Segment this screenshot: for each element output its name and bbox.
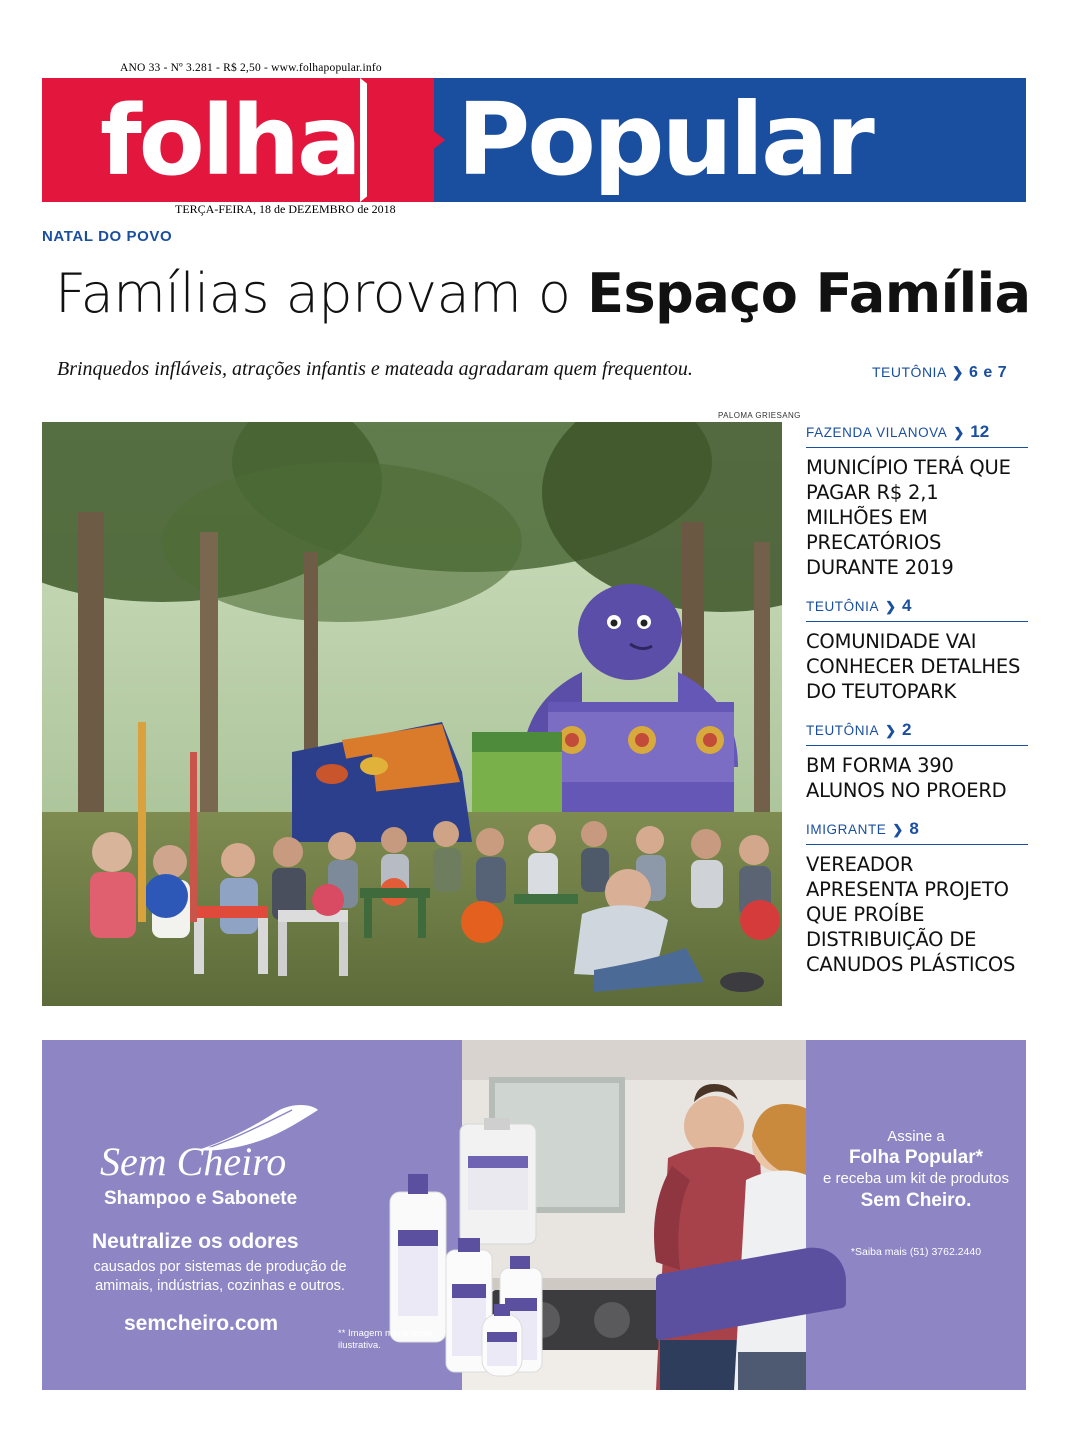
brief-page: 2: [901, 720, 912, 739]
headline-bold: Espaço Família: [587, 262, 1031, 325]
lead-reference-page: 6 e 7: [969, 364, 1008, 381]
ad-cta-note: *Saiba mais (51) 3762.2440: [850, 1246, 982, 1258]
ad-disclaimer: ** Imagem meramente ilustrativa.: [338, 1328, 434, 1351]
lead-photo: [42, 422, 782, 1006]
brief-header: [806, 422, 1028, 448]
brief-page: 4: [901, 596, 912, 615]
masthead-meta: ANO 33 - Nº 3.281 - R$ 2,50 - www.folhapopular.info: [120, 62, 382, 74]
ad-claim-detail: causados por sistemas de produção de amimais, indústrias, cozinhas e outros.: [93, 1259, 347, 1294]
ad-cta: [806, 1128, 1026, 1258]
ad-cta-line2: Folha Popular*: [848, 1147, 984, 1168]
masthead-title-folha: folha: [100, 85, 359, 197]
photo-credit: PALOMA GRIESANG: [718, 411, 801, 420]
lead-reference-section: TEUTÔNIA: [872, 364, 947, 380]
chevron-right-icon: ❯: [885, 723, 896, 738]
masthead-title-popular: Popular: [457, 81, 872, 198]
brief-header: [806, 819, 1028, 845]
ad-subtitle: Shampoo e Sabonete: [104, 1188, 298, 1209]
ad-brand-name: Sem Cheiro: [100, 1139, 287, 1184]
chevron-right-icon: ❯: [953, 425, 965, 440]
brief-section: IMIGRANTE: [806, 822, 887, 837]
briefs-sidebar: [806, 422, 1028, 993]
chevron-right-icon: ❯: [951, 364, 965, 380]
ad-right-panel: [806, 1040, 1026, 1390]
masthead-date: TERÇA-FEIRA, 18 de DEZEMBRO de 2018: [175, 202, 396, 216]
brief-text: BM FORMA 390 ALUNOS NO PROERD: [806, 754, 1007, 802]
brief-text: MUNICÍPIO TERÁ QUE PAGAR R$ 2,1 MILHÕES EM PRECATÓRIOS DURANTE 2019: [806, 456, 1011, 579]
ad-cta-line3: e receba um kit de produtos: [823, 1170, 1009, 1187]
ad-url[interactable]: semcheiro.com: [124, 1312, 279, 1335]
lead-reference[interactable]: [872, 364, 1007, 382]
advertisement[interactable]: [42, 1040, 1026, 1390]
brief-header: [806, 720, 1028, 746]
brief-section: FAZENDA VILANOVA: [806, 425, 948, 440]
ad-claim: Neutralize os odores: [92, 1230, 299, 1253]
brief-page: 8: [909, 819, 919, 838]
lead-subhead: Brinquedos infláveis, atrações infantis e mateada agradaram quem frequentou.: [57, 358, 693, 380]
brief-page: 12: [970, 422, 990, 441]
headline-light: Famílias aprovam o: [55, 262, 588, 325]
brief-item[interactable]: [806, 422, 1028, 580]
brief-item[interactable]: [806, 596, 1028, 704]
lead-headline: [55, 262, 1045, 326]
chevron-right-icon: ❯: [892, 822, 904, 837]
masthead: [42, 78, 1026, 202]
lead-photo-graphic: [42, 422, 782, 1006]
brief-text: VEREADOR APRESENTA PROJETO QUE PROÍBE DISTRIBUIÇÃO DE CANUDOS PLÁSTICOS: [806, 853, 1016, 976]
brief-section: TEUTÔNIA: [806, 599, 880, 614]
masthead-arrow-icon: [367, 78, 445, 202]
brief-section: TEUTÔNIA: [806, 723, 880, 738]
brief-item[interactable]: [806, 819, 1028, 977]
lead-kicker: NATAL DO POVO: [42, 228, 173, 245]
ad-cta-line4: Sem Cheiro.: [860, 1190, 972, 1211]
brief-item[interactable]: [806, 720, 1028, 803]
brief-text: COMUNIDADE VAI CONHECER DETALHES DO TEUTOPARK: [806, 630, 1021, 703]
ad-cta-line1: Assine a: [887, 1128, 945, 1145]
brief-header: [806, 596, 1028, 622]
chevron-right-icon: ❯: [885, 599, 896, 614]
